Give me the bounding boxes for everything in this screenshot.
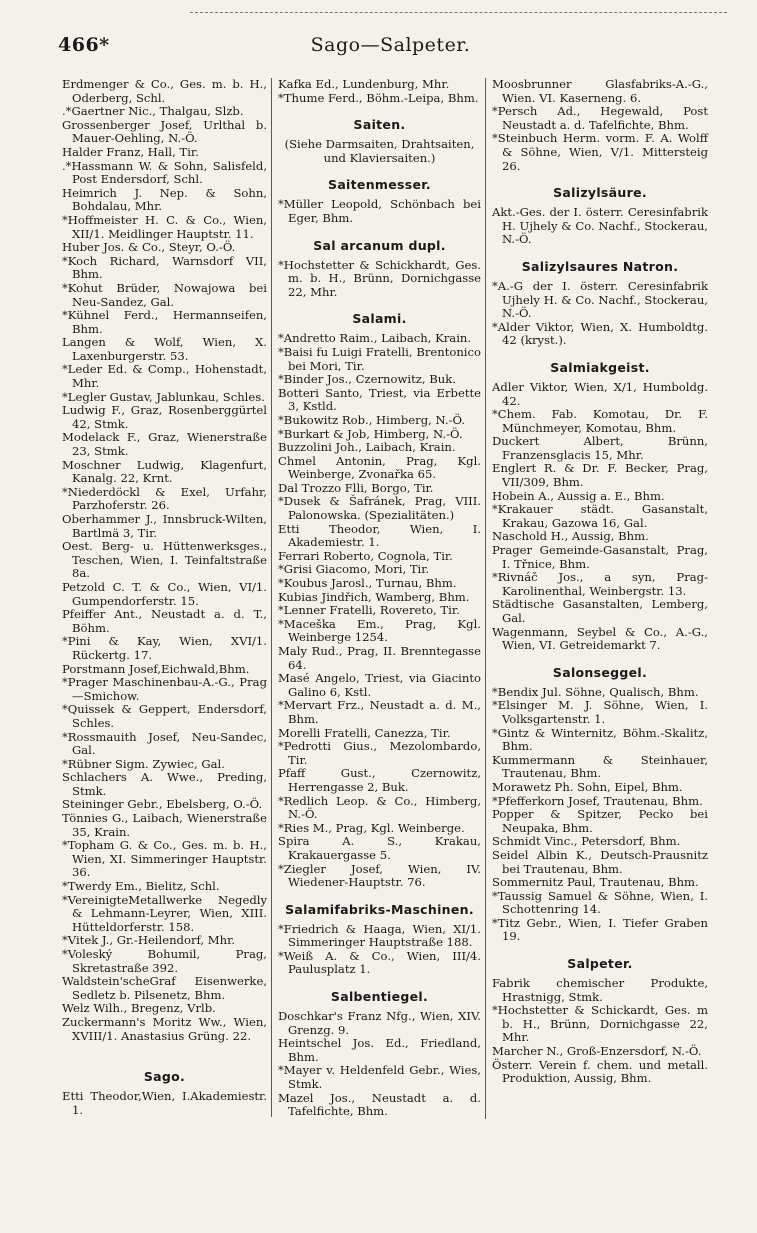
directory-entry: Naschold H., Aussig, Bhm.	[492, 529, 649, 544]
directory-entry: *Grisi Giacomo, Mori, Tir.	[278, 562, 430, 577]
section-heading: Salami.	[352, 311, 407, 327]
directory-entry: Ferrari Roberto, Cognola, Tir.	[278, 548, 453, 563]
section-heading: Salizylsäure.	[553, 185, 647, 201]
directory-entry: *Mervart Frz., Neustadt a. d. M., Bhm.	[278, 698, 481, 726]
directory-entry: Steininger Gebr., Ebelsberg, O.-Ö.	[62, 797, 263, 812]
directory-entry: .*Gaertner Nic., Thalgau, Slzb.	[62, 104, 244, 119]
directory-entry: Erdmenger & Co., Ges. m. b. H., Oderberg, Schl.	[62, 77, 267, 105]
section-heading: Saiten.	[353, 117, 406, 133]
section-heading: Salizylsaures Natron.	[521, 258, 679, 274]
directory-entry: *Rivnáč Jos., a syn, Prag-Karolinenthal, Weinbergstr. 13.	[492, 570, 708, 598]
page-number: 466*	[58, 34, 110, 56]
directory-entry: *A.-G der I. österr. Ceresinfabrik Ujhely H. & Co. Nachf., Stockerau, N.-Ö.	[492, 278, 708, 321]
directory-entry: Huber Jos. & Co., Steyr, O.-Ö.	[62, 240, 236, 255]
page-header	[58, 28, 723, 64]
directory-entry: Waldstein'scheGraf Eisenwerke, Sedletz b. Pilsenetz, Bhm.	[62, 974, 267, 1002]
directory-entry: *Maceška Em., Prag, Kgl. Weinberge 1254.	[278, 616, 481, 645]
directory-entry: *VereinigteMetallwerke Negedly & Lehmann-Leyrer, Wien, XIII. Hütteldorferstr. 158.	[62, 892, 267, 934]
directory-entry: *Chem. Fab. Komotau, Dr. F. Münchmeyer, Komotau, Bhm.	[492, 407, 708, 435]
directory-entry: Prager Gemeinde-Gasanstalt, Prag, I. Třnice, Bhm.	[492, 543, 708, 571]
directory-entry: *Niederdöckl & Exel, Urfahr, Parzhoferstr. 26.	[62, 484, 267, 513]
directory-entry: Maly Rud., Prag, II. Brenntegasse 64.	[278, 644, 481, 672]
directory-entry: Petzold C. T. & Co., Wien, VI/1. Gumpendorferstr. 15.	[62, 579, 267, 608]
directory-entry: *Kohut Brüder, Nowajowa bei Neu-Sandez, Gal.	[62, 280, 267, 309]
directory-entry: Etti Theodor,Wien, I.Akademiestr. 1.	[62, 1089, 267, 1117]
directory-entry: Modelack F., Graz, Wienerstraße 23, Stmk.	[62, 430, 267, 459]
section-heading: Salpeter.	[567, 956, 633, 972]
directory-entry: Adler Viktor, Wien, X/1, Humboldg. 42.	[492, 379, 708, 408]
directory-entry: Seidel Albin K., Deutsch-Prausnitz bei Trautenau, Bhm.	[492, 847, 708, 876]
directory-entry: .*Hassmann W. & Sohn, Salisfeld, Post Endersdorf, Schl.	[62, 158, 267, 187]
directory-entry: *Burkart & Job, Himberg, N.-Ö.	[278, 426, 463, 441]
directory-entry: Wagenmann, Seybel & Co., A.-G., Wien, VI. Getreidemarkt 7.	[492, 624, 708, 653]
section-note: (Siehe Darmsaiten, Drahtsaiten, und Klaviersaiten.)	[284, 137, 475, 165]
directory-entry: Spira A. S., Krakau, Krakauergasse 5.	[278, 834, 481, 862]
column-2	[272, 78, 486, 1119]
directory-entry: *Legler Gustav, Jablunkau, Schles.	[62, 389, 265, 404]
directory-entry: *Binder Jos., Czernowitz, Buk.	[278, 372, 456, 387]
directory-entry: *Prager Maschinenbau-A.-G., Prag—Smichow.	[62, 675, 267, 703]
section-heading: Salamifabriks-Maschinen.	[285, 901, 474, 917]
directory-entry: Pfaff Gust., Czernowitz, Herrengasse 2, Buk.	[278, 766, 481, 794]
directory-entry: Österr. Verein f. chem. und metall. Produktion, Aussig, Bhm.	[492, 1057, 708, 1086]
directory-entry: *Friedrich & Haaga, Wien, XI/1. Simmeringer Hauptstraße 188.	[278, 921, 481, 950]
section-heading: Salmiakgeist.	[550, 359, 650, 375]
directory-entry: Heintschel Jos. Ed., Friedland, Bhm.	[278, 1036, 481, 1064]
directory-entry: Schmidt Vinc., Petersdorf, Bhm.	[492, 834, 681, 849]
columns	[58, 78, 723, 1119]
directory-entry: *Rossmauith Josef, Neu-Sandec, Gal.	[62, 729, 267, 758]
directory-entry: Pfeiffer Ant., Neustadt a. d. T., Böhm.	[62, 607, 267, 635]
directory-entry: *Pini & Kay, Wien, XVI/1. Rückertg. 17.	[62, 634, 267, 662]
directory-entry: *Weiß A. & Co., Wien, III/4. Paulusplatz 1.	[278, 948, 481, 977]
directory-entry: *Persch Ad., Hegewald, Post Neustadt a. d. Tafelfichte, Bhm.	[492, 104, 708, 132]
directory-entry: *Twerdy Em., Bielitz, Schl.	[62, 879, 220, 894]
directory-entry: *Taussig Samuel & Söhne, Wien, I. Schottenring 14.	[492, 888, 708, 917]
directory-entry: Moosbrunner Glasfabriks-A.-G., Wien. VI. Kaserneng. 6.	[492, 77, 708, 105]
section-heading: Salonseggel.	[552, 664, 648, 680]
directory-entry: *Bukowitz Rob., Himberg, N.-Ö.	[278, 412, 466, 427]
directory-entry: Heimrich J. Nep. & Sohn, Bohdalau, Mhr.	[62, 185, 267, 214]
directory-entry: *Thume Ferd., Böhm.-Leipa, Bhm.	[278, 90, 479, 105]
directory-entry: *Kühnel Ferd., Hermannseifen, Bhm.	[62, 308, 267, 336]
directory-entry: *Ziegler Josef, Wien, IV. Wiedener-Hauptstr. 76.	[278, 861, 481, 890]
section-heading: Sal arcanum dupl.	[313, 237, 446, 253]
directory-entry: Buzzolini Joh., Laibach, Krain.	[278, 440, 456, 455]
section-heading: Salbentiegel.	[330, 989, 429, 1005]
directory-entry: Porstmann Josef,Eichwald,Bhm.	[62, 661, 250, 676]
directory-entry: *Elsinger M. J. Söhne, Wien, I. Volksgartenstr. 1.	[492, 698, 708, 726]
directory-entry: Oberhammer J., Innsbruck-Wilten, Bartlmä 3, Tir.	[62, 512, 267, 540]
directory-entry: Popper & Spitzer, Pecko bei Neupaka, Bhm.	[492, 807, 708, 835]
directory-entry: Schlachers A. Wwe., Preding, Stmk.	[62, 770, 267, 798]
directory-entry: Langen & Wolf, Wien, X. Laxenburgerstr. 53.	[62, 335, 267, 363]
directory-entry: Sommernitz Paul, Trautenau, Bhm.	[492, 875, 699, 890]
directory-entry: Fabrik chemischer Produkte, Hrastnigg, Stmk.	[492, 976, 708, 1004]
directory-entry: Morelli Fratelli, Canezza, Tir.	[278, 725, 451, 740]
directory-entry: Dal Trozzo Flli, Borgo, Tir.	[278, 480, 434, 495]
directory-entry: *Voleský Bohumil, Prag, Skretastraße 392.	[62, 947, 267, 975]
column-1	[58, 78, 272, 1117]
section-heading: Saitenmesser.	[328, 177, 431, 193]
directory-entry: Oest. Berg- u. Hüttenwerksges., Teschen, Wien, I. Teinfaltstraße 8a.	[62, 539, 267, 581]
directory-entry: *Leder Ed. & Comp., Hohenstadt, Mhr.	[62, 362, 267, 391]
directory-entry: *Baisi fu Luigi Fratelli, Brentonico bei Mori, Tir.	[278, 344, 481, 373]
directory-entry: *Dusek & Šafránek, Prag, VIII. Palonowska. (Spezialitäten.)	[278, 494, 481, 523]
directory-entry: *Quissek & Geppert, Endersdorf, Schles.	[62, 702, 267, 730]
directory-entry: *Mayer v. Heldenfeld Gebr., Wies, Stmk.	[278, 1063, 481, 1092]
directory-entry: Kafka Ed., Lundenburg, Mhr.	[278, 77, 450, 91]
directory-entry: Botteri Santo, Triest, via Erbette 3, Kstld.	[278, 385, 481, 414]
directory-entry: Kubias Jindřich, Wamberg, Bhm.	[278, 589, 470, 604]
directory-entry: *Koch Richard, Warnsdorf VII, Bhm.	[62, 253, 267, 282]
directory-entry: Morawetz Ph. Sohn, Eipel, Bhm.	[492, 779, 683, 794]
directory-entry: *Gintz & Winternitz, Böhm.-Skalitz, Bhm.	[492, 725, 708, 754]
header-rule	[190, 12, 727, 13]
directory-entry: *Krakauer städt. Gasanstalt, Krakau, Gazowa 16, Gal.	[492, 502, 708, 530]
directory-entry: *Andretto Raim., Laibach, Krain.	[278, 331, 472, 346]
directory-entry: Moschner Ludwig, Klagenfurt, Kanalg. 22, Krnt.	[62, 457, 267, 486]
directory-entry: *Pedrotti Gius., Mezolombardo, Tir.	[278, 739, 481, 767]
directory-entry: *Pfefferkorn Josef, Trautenau, Bhm.	[492, 793, 703, 808]
directory-entry: Marcher N., Groß-Enzersdorf, N.-Ö.	[492, 1044, 702, 1059]
directory-entry: Ludwig F., Graz, Rosenberggürtel 42, Stmk.	[62, 403, 267, 431]
column-3	[486, 78, 712, 1086]
directory-entry: Halder Franz, Hall, Tir.	[62, 144, 199, 159]
directory-entry: *Topham G. & Co., Ges. m. b. H., Wien, XI. Simmeringer Hauptstr. 36.	[62, 838, 267, 880]
directory-entry: *Ries M., Prag, Kgl. Weinberge.	[278, 820, 465, 835]
directory-entry: Welz Wilh., Bregenz, Vrlb.	[62, 1001, 216, 1016]
directory-entry: *Lenner Fratelli, Rovereto, Tir.	[278, 603, 460, 618]
directory-entry: *Bendix Jul. Söhne, Qualisch, Bhm.	[492, 684, 699, 699]
directory-entry: *Hochstetter & Schickardt, Ges. m b. H., Brünn, Dornichgasse 22, Mhr.	[492, 1003, 708, 1045]
directory-entry: *Titz Gebr., Wien, I. Tiefer Graben 19.	[492, 915, 708, 944]
directory-entry: Masé Angelo, Triest, via Giacinto Galino 6, Kstl.	[278, 671, 481, 699]
directory-entry: *Alder Viktor, Wien, X. Humboldtg. 42 (kryst.).	[492, 319, 708, 348]
directory-entry: Englert R. & Dr. F. Becker, Prag, VII/309, Bhm.	[492, 461, 708, 490]
directory-entry: Chmel Antonin, Prag, Kgl. Weinberge, Zvonařka 65.	[278, 453, 481, 482]
directory-entry: Kummermann & Steinhauer, Trautenau, Bhm.	[492, 752, 708, 781]
directory-entry: *Hoffmeister H. C. & Co., Wien, XII/1. Meidlinger Hauptstr. 11.	[62, 212, 267, 241]
directory-entry: *Steinbuch Herm. vorm. F. A. Wolff & Söhne, Wien, V/1. Mittersteig 26.	[492, 131, 708, 173]
directory-entry: Zuckermann's Moritz Ww., Wien, XVIII/1. Anastasius Grüng. 22.	[62, 1014, 267, 1043]
directory-entry: *Rübner Sigm. Zywiec, Gal.	[62, 756, 225, 771]
directory-entry: Duckert Albert, Brünn, Franzensglacis 15, Mhr.	[492, 434, 708, 462]
directory-entry: Hobein A., Aussig a. E., Bhm.	[492, 488, 665, 503]
directory-entry: Etti Theodor, Wien, I. Akademiestr. 1.	[278, 521, 481, 550]
directory-entry: Tönnies G., Laibach, Wienerstraße 35, Krain.	[62, 811, 267, 839]
directory-entry: Städtische Gasanstalten, Lemberg, Gal.	[492, 597, 708, 625]
section-heading: Sago.	[143, 1069, 186, 1085]
directory-entry: Akt.-Ges. der I. österr. Ceresinfabrik H. Ujhely & Co. Nachf., Stockerau, N.-Ö.	[492, 205, 708, 247]
directory-entry: *Vitek J., Gr.-Heilendorf, Mhr.	[62, 933, 236, 948]
directory-entry: Grossenberger Josef, Urlthal b. Mauer-Oehling, N.-Ö.	[62, 117, 267, 146]
running-title: Sago—Salpeter.	[310, 34, 471, 56]
directory-entry: *Müller Leopold, Schönbach bei Eger, Bhm.	[278, 197, 481, 225]
directory-entry: *Hochstetter & Schickhardt, Ges. m. b. H., Brünn, Dornichgasse 22, Mhr.	[278, 257, 481, 299]
directory-entry: *Redlich Leop. & Co., Himberg, N.-Ö.	[278, 793, 481, 822]
directory-entry: Doschkar's Franz Nfg., Wien, XIV. Grenzg. 9.	[278, 1009, 481, 1037]
directory-entry: Mazel Jos., Neustadt a. d. Tafelfichte, Bhm.	[278, 1090, 481, 1119]
directory-entry: *Koubus Jarosl., Turnau, Bhm.	[278, 576, 457, 591]
